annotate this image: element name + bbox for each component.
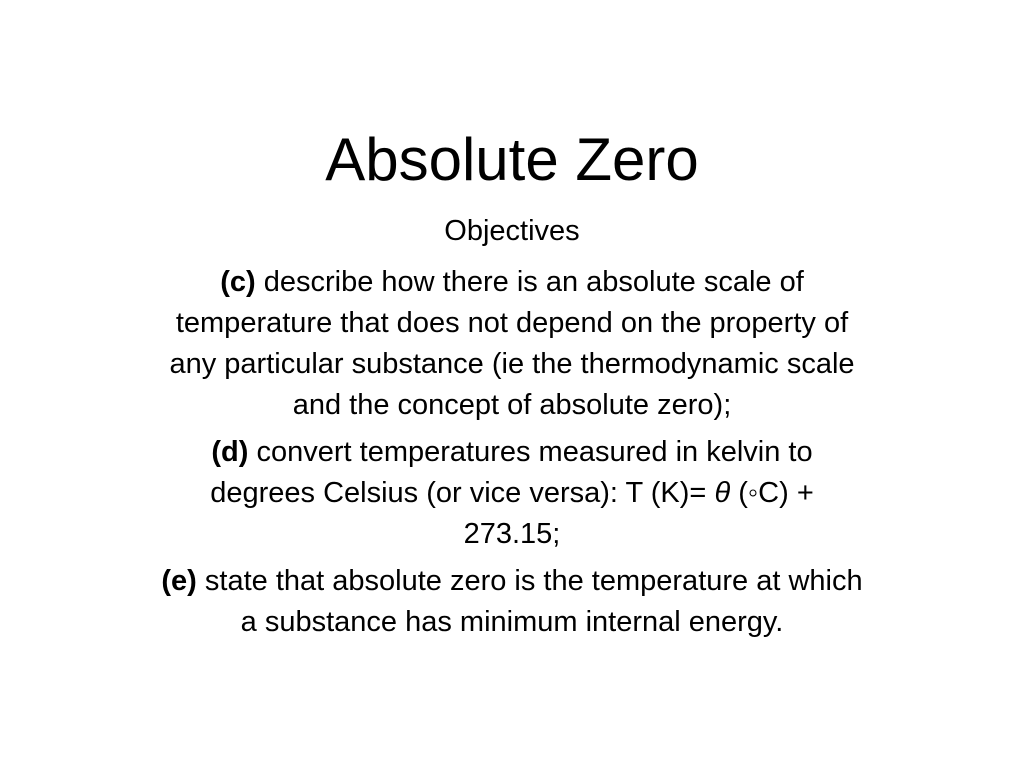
theta-symbol: θ (714, 477, 731, 509)
objective-label: (c) (220, 266, 256, 298)
objective-text: describe how there is an absolute scale of temperature that does not depend on the property of any particular substance (ie the thermodynamic scale and the concept of absolute zero); (169, 266, 855, 421)
objectives-heading: Objectives (444, 215, 580, 247)
objective-text: convert temperatures measured in kelvin to degrees Celsius (or vice versa): T (K)= (210, 436, 813, 509)
slide-title: Absolute Zero (325, 126, 699, 193)
objective-text: state that absolute zero is the temperature at which a substance has minimum internal energy. (204, 565, 863, 638)
slide-body (160, 211, 864, 649)
objective-c (160, 262, 864, 426)
objective-label: (d) (211, 436, 249, 468)
objective-e (160, 561, 864, 643)
objective-label: (e) (161, 565, 197, 597)
objective-d (160, 432, 864, 555)
objective-text-after: (◦C) + 273.15; (463, 477, 814, 550)
